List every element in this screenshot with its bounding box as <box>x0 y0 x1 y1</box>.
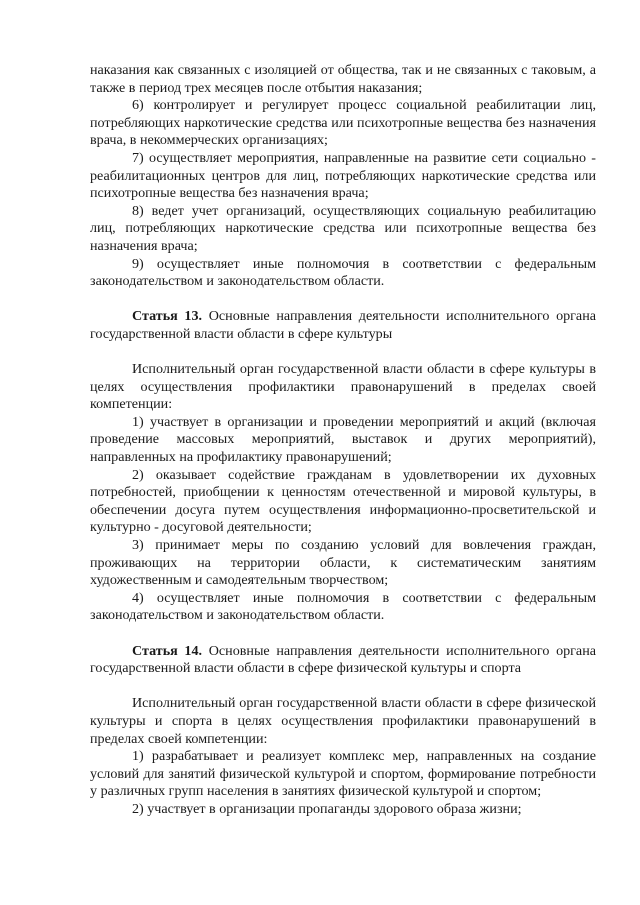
article-13-heading <box>90 308 596 343</box>
article-14-title: Основные направления деятельности исполнительного органа государственной власти области в сфере физической культуры и спорта <box>90 642 596 677</box>
article-13-intro: Исполнительный орган государственной власти области в сфере культуры в целях осуществления профилактики правонарушений в пределах своей компетенции: <box>90 361 596 413</box>
article-14-item-2: 2) участвует в организации пропаганды здорового образа жизни; <box>132 800 522 817</box>
spacer <box>90 291 596 309</box>
article-14-item-1: 1) разрабатывает и реализует комплекс мер, направленных на создание условий для занятий физической культурой и спортом, формирование потребности у различных групп населения в занятиях физической культурой и спортом; <box>90 748 596 800</box>
list-item-6: 6) контролирует и регулирует процесс социальной реабилитации лиц, потребляющих наркотические средства или психотропные вещества без назначения врача, в некоммерческих организациях; <box>90 97 596 149</box>
list-item-8: 8) ведет учет организаций, осуществляющих социальную реабилитацию лиц, потребляющих наркотические средства или психотропные вещества без назначения врача; <box>90 202 596 254</box>
document-page <box>90 62 596 819</box>
article-13-title: Основные направления деятельности исполнительного органа государственной власти области в сфере культуры <box>90 308 596 342</box>
spacer <box>90 344 596 362</box>
paragraph-continuation: наказания как связанных с изоляцией от общества, так и не связанных с таковым, а также в период трех месяцев после отбытия наказания; <box>90 62 596 96</box>
article-14-number: Статья 14. <box>132 642 203 659</box>
list-item-9: 9) осуществляет иные полномочия в соответствии с федеральным законодательством и законодательством области. <box>90 255 596 290</box>
list-item-7: 7) осуществляет мероприятия, направленные на развитие сети социально - реабилитационных центров для лиц, потребляющих наркотические средства или психотропные вещества без назначения врача; <box>90 149 596 202</box>
article-13-item-4: 4) осуществляет иные полномочия в соответствии с федеральным законодательством и законодательством области. <box>90 589 596 624</box>
article-14-intro: Исполнительный орган государственной власти области в сфере физической культуры и спорта в целях осуществления профилактики правонарушений в пределах своей компетенции: <box>90 695 596 747</box>
spacer <box>90 678 596 696</box>
article-14-heading <box>90 643 596 678</box>
article-13-item-3: 3) принимает меры по созданию условий для вовлечения граждан, проживающих на территории области, к систематическим занятиям художественным и самодеятельным творчеством; <box>90 537 596 589</box>
article-13-item-1: 1) участвует в организации и проведении мероприятий и акций (включая проведение массовых мероприятий, выставок и других мероприятий), направленных на профилактику правонарушений; <box>90 413 596 466</box>
article-13-item-2: 2) оказывает содействие гражданам в удовлетворении их духовных потребностей, приобщении к ценностям отечественной и мировой культуры, в обеспечении досуга путем осуществления информационно-просветительской и культурно - досуговой деятельности; <box>90 466 596 536</box>
article-13-number: Статья 13. <box>132 308 203 325</box>
spacer <box>90 625 596 643</box>
